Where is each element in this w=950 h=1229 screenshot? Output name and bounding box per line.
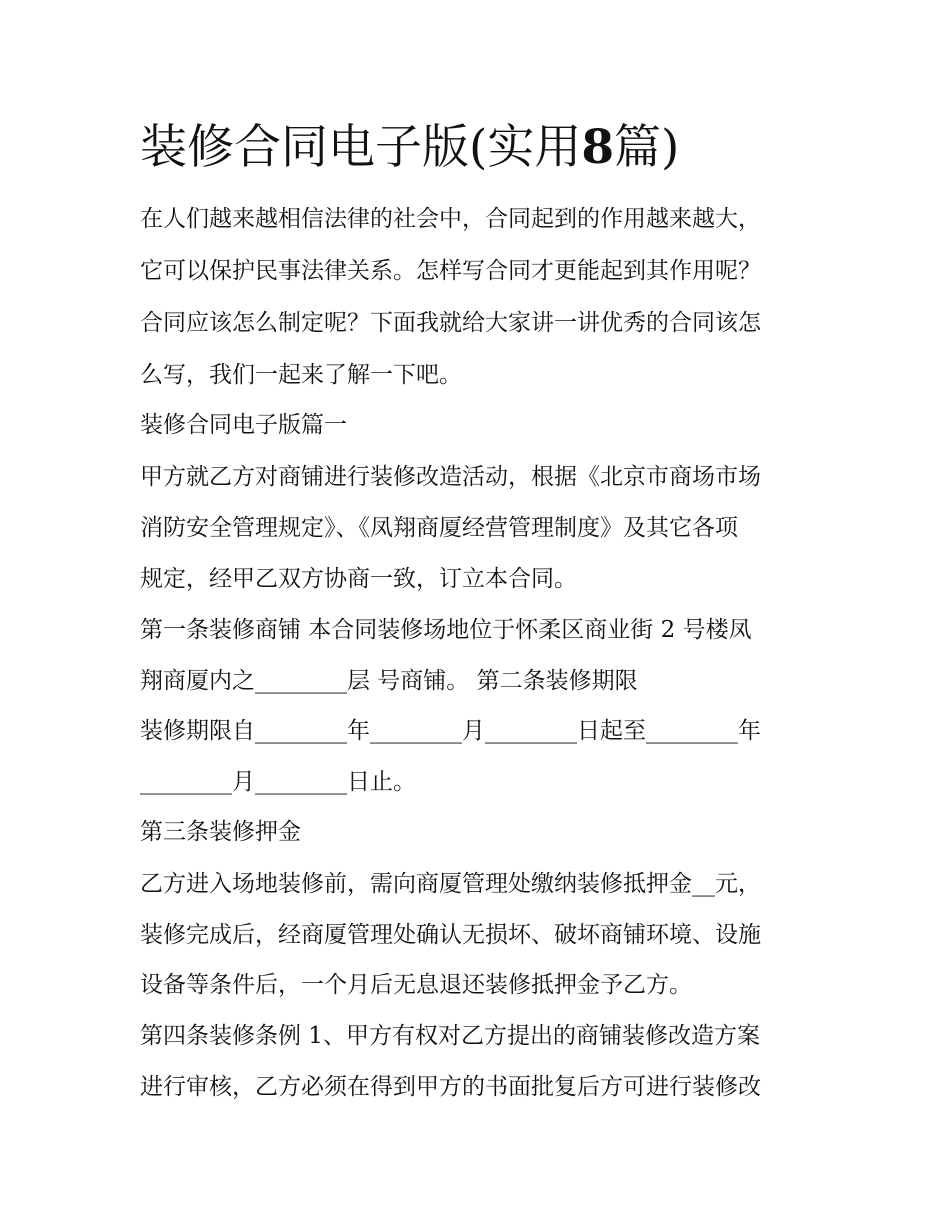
clause-3-line: 乙方进入场地装修前，需向商厦管理处缴纳装修抵押金__元， (140, 871, 761, 897)
title-text-part1: 装修合同电子版(实用 (140, 120, 582, 175)
intro-line-2: 它可以保护民事法律关系。怎样写合同才更能起到其作用呢？ (140, 258, 761, 284)
body-line: 消防安全管理规定》、《凤翔商厦经营管理制度》及其它各项 (140, 515, 738, 541)
clause-1-line: 第一条装修商铺 本合同装修场地位于怀柔区商业街 2 号楼凤 (140, 617, 752, 643)
body-line: 规定，经甲乙双方协商一致，订立本合同。 (140, 566, 577, 592)
clause-3-heading: 第三条装修押金 (140, 819, 301, 845)
clause-4-line: 第四条装修条例 1、甲方有权对乙方提出的商铺装修改造方案 (140, 1023, 760, 1049)
intro-line-4: 么写，我们一起来了解一下吧。 (140, 362, 462, 388)
title-number: 8 (581, 120, 615, 175)
intro-line-1: 在人们越来越相信法律的社会中，合同起到的作用越来越大， (140, 206, 761, 232)
clause-1-line: 翔商厦内之________层 号商铺。 第二条装修期限 (140, 668, 638, 694)
page-title (140, 118, 860, 178)
intro-line-3: 合同应该怎么制定呢？下面我就给大家讲一讲优秀的合同该怎 (140, 310, 761, 336)
clause-4-line: 进行审核，乙方必须在得到甲方的书面批复后方可进行装修改 (140, 1074, 761, 1100)
clause-2-line: ________月________日止。 (140, 769, 416, 795)
clause-3-line: 设备等条件后，一个月后无息退还装修抵押金予乙方。 (140, 972, 692, 998)
title-text-part2: 篇) (614, 120, 680, 175)
clause-2-line: 装修期限自________年________月________日起至________年 (140, 718, 761, 744)
clause-3-line: 装修完成后，经商厦管理处确认无损坏、破坏商铺环境、设施 (140, 922, 761, 948)
section-heading-1: 装修合同电子版篇一 (140, 412, 347, 438)
body-line: 甲方就乙方对商铺进行装修改造活动，根据《北京市商场市场 (140, 464, 761, 490)
